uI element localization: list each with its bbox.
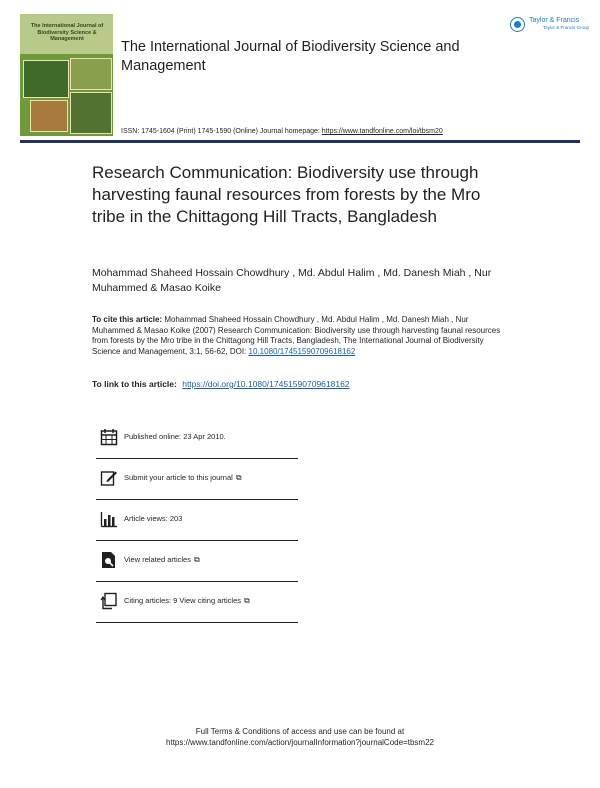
citation-label: To cite this article: [92,315,163,324]
published-date: Published online: 23 Apr 2010. [124,432,226,441]
footer-terms: Full Terms & Conditions of access and use can be found at [195,727,405,736]
doi-link[interactable]: 10.1080/17451590709618162 [248,346,356,356]
issn-text: ISSN: 1745-1604 (Print) 1745-1590 (Online) Journal homepage: [121,128,322,135]
header-divider [20,140,580,143]
published-online-item [96,417,298,458]
external-link-icon: ⧉ [193,555,200,564]
citation-text: Mohammad Shaheed Hossain Chowdhury , Md. Abdul Halim , Md. Danesh Miah , Nur Muhammed & Masao Koike (2007) Research Communication: Biodiversity use through harvesting faunal resources from forests by the Mro tribe in the Chittagong Hill Tracts, Bangladesh, The International Journal of Biodiversity Science and Management, 3:1, 56-62, DOI: [92,315,501,356]
footer [100,726,500,748]
calendar-icon [100,428,118,446]
link-label: To link to this article: [92,379,180,389]
article-views: Article views: 203 [124,514,183,523]
document-search-icon [100,551,118,569]
journal-homepage-link[interactable]: https://www.tandfonline.com/loi/tbsm20 [321,128,443,135]
article-link-line [92,379,512,389]
copy-icon [100,592,118,610]
article-title: Research Communication: Biodiversity use through harvesting faunal resources from forests by the Mro tribe in the Chittagong Hill Tracts, Bangladesh [92,163,481,226]
divider [96,622,298,623]
bar-chart-icon [100,510,118,528]
related-articles-item[interactable] [96,540,298,581]
publisher-logo [510,16,590,36]
issn-line [121,128,443,135]
edit-icon [100,469,118,487]
external-link-icon: ⧉ [244,596,250,605]
citation-block [92,315,512,357]
citing-articles-link[interactable]: Citing articles: 9 View citing articles [124,596,241,605]
footer-terms-link[interactable]: https://www.tandfonline.com/action/journalInformation?journalCode=tbsm22 [166,738,434,747]
citing-articles-item[interactable] [96,581,298,622]
cover-title: The International Journal of Biodiversity Science & Management [30,23,104,42]
publisher-name: Taylor & Francis [529,17,580,24]
article-views-item [96,499,298,540]
submit-article-link[interactable]: Submit your article to this journal [124,473,233,482]
article-doi-url[interactable]: https://doi.org/10.1080/17451590709618162 [182,379,350,389]
publisher-group: Taylor & Francis Group [543,25,590,30]
publisher-logo-icon [510,17,525,32]
submit-article-item[interactable] [96,458,298,499]
related-articles-link[interactable]: View related articles [124,555,191,564]
journal-cover-image [20,14,113,136]
external-link-icon: ⧉ [235,473,242,482]
journal-title: The International Journal of Biodiversity Science and Management [121,39,460,74]
article-authors: Mohammad Shaheed Hossain Chowdhury , Md. Abdul Halim , Md. Danesh Miah , Nur Muhammed & Masao Koike [92,267,492,294]
